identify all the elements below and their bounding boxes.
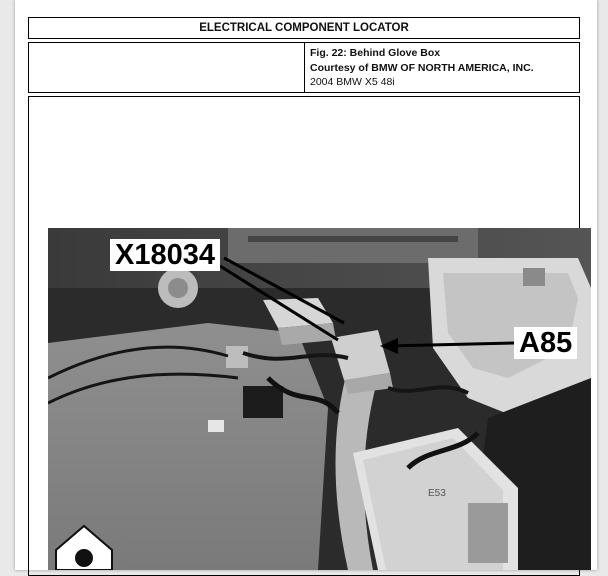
courtesy-line: Courtesy of BMW OF NORTH AMERICA, INC. — [310, 61, 534, 74]
module-marking: E53 — [428, 488, 446, 499]
info-divider — [304, 43, 305, 92]
component-photo — [48, 228, 591, 570]
callout-label-x18034: X18034 — [110, 239, 220, 271]
callout-label-a85: A85 — [514, 327, 577, 359]
figure-info-box — [28, 42, 580, 93]
vehicle-line: 2004 BMW X5 48i — [310, 76, 395, 88]
figure-info-text — [310, 46, 534, 90]
photo-illustration — [48, 228, 591, 570]
figure-caption: Fig. 22: Behind Glove Box — [310, 47, 441, 59]
page-title — [28, 17, 580, 39]
page-title-text: ELECTRICAL COMPONENT LOCATOR — [199, 22, 409, 34]
document-page — [15, 0, 597, 570]
